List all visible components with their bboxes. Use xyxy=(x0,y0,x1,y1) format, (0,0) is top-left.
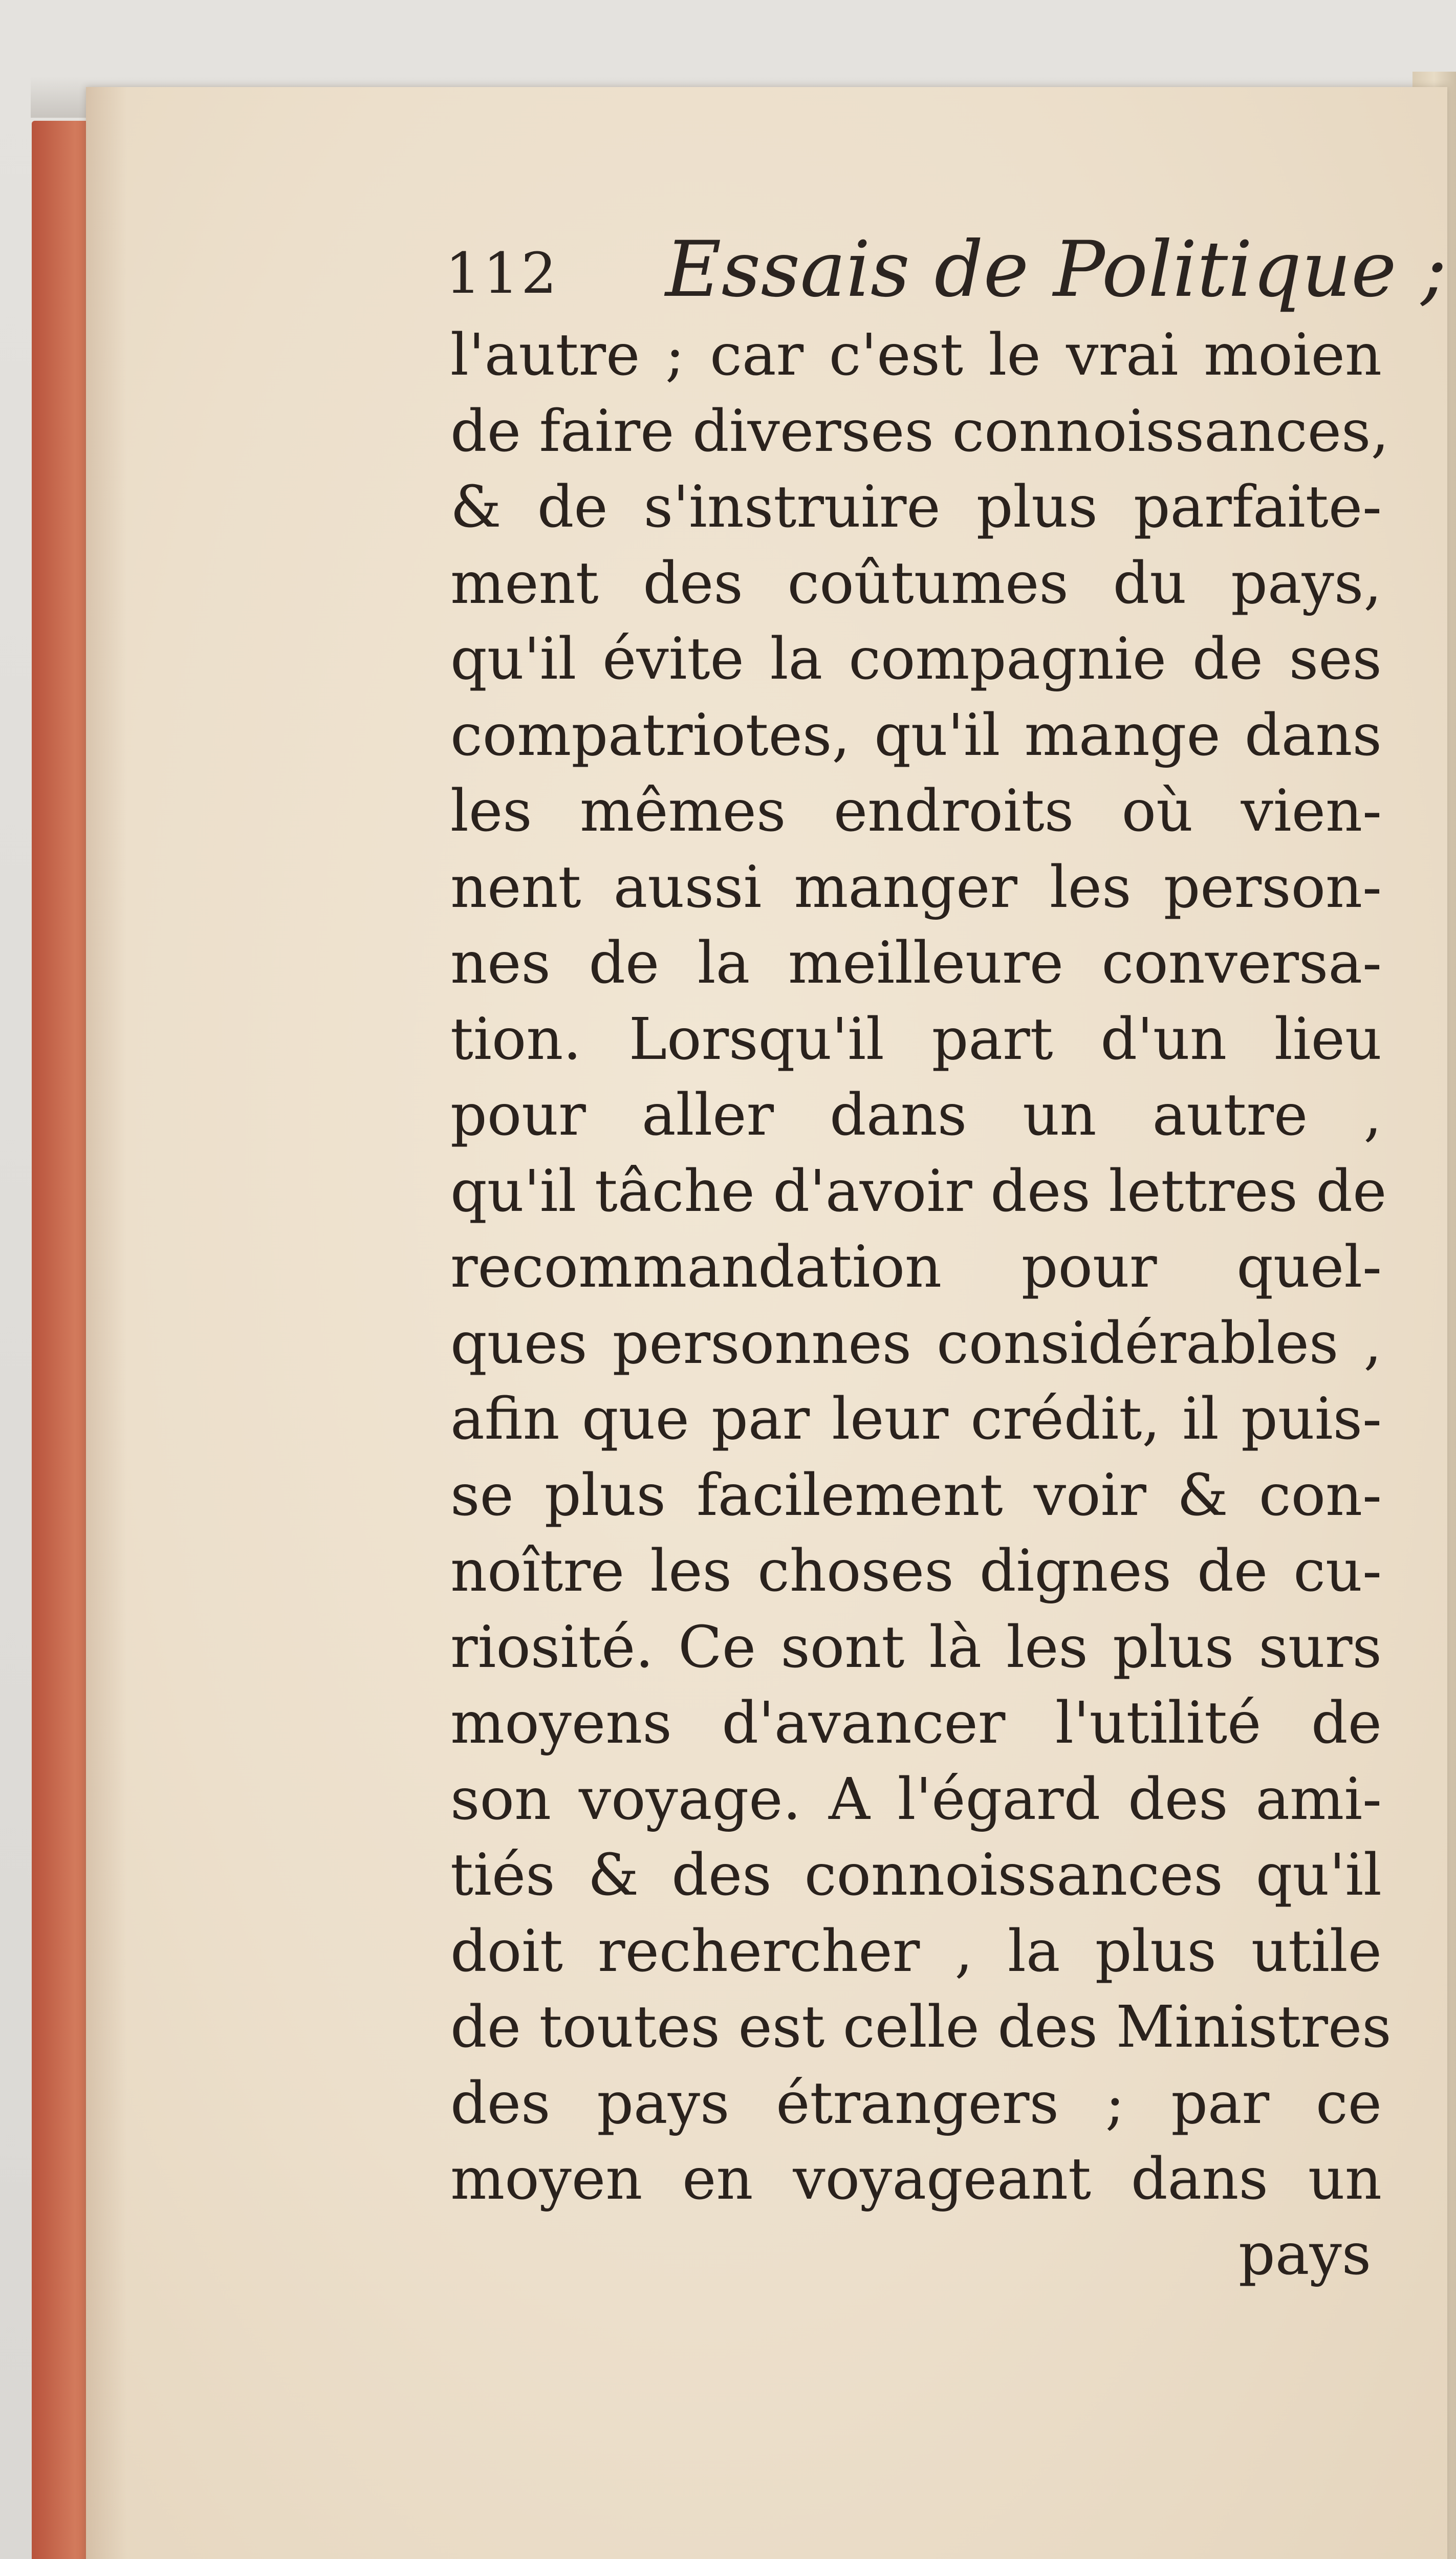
text-line: noître les choses dignes de cu- xyxy=(450,1538,1382,1604)
text-line: nent aussi manger les person- xyxy=(450,854,1382,921)
body-text xyxy=(450,317,1392,2218)
text-line: qu'il évite la compagnie de ses xyxy=(450,626,1382,692)
text-line: ment des coûtumes du pays, xyxy=(450,550,1382,617)
running-title: Essais de Politique ; xyxy=(665,225,1447,314)
text-line: l'autre ; car c'est le vrai moien xyxy=(450,322,1382,388)
text-line: pour aller dans un autre , xyxy=(450,1082,1382,1148)
text-line: afin que par leur crédit, il puis- xyxy=(450,1386,1382,1452)
text-line: se plus facilement voir & con- xyxy=(450,1462,1382,1529)
text-line: moyens d'avancer l'utilité de xyxy=(450,1690,1382,1756)
text-line: des pays étrangers ; par ce xyxy=(450,2070,1382,2137)
text-line: moyen en voyageant dans un xyxy=(450,2146,1382,2213)
page-gutter-shade xyxy=(86,87,127,2559)
text-line: compatriotes, qu'il mange dans xyxy=(450,702,1382,769)
text-line: les mêmes endroits où vien- xyxy=(450,778,1382,844)
text-line: & de s'instruire plus parfaite- xyxy=(450,474,1382,540)
text-line: tion. Lorsqu'il part d'un lieu xyxy=(450,1006,1382,1073)
page-number: 112 xyxy=(445,241,559,306)
text-line: riosité. Ce sont là les plus surs xyxy=(450,1614,1382,1681)
text-line: qu'il tâche d'avoir des lettres de xyxy=(450,1158,1387,1225)
running-header xyxy=(445,225,1447,317)
text-line: de faire diverses connoissances, xyxy=(450,398,1389,465)
catchword: pays xyxy=(1238,2221,1372,2288)
text-line: tiés & des connoissances qu'il xyxy=(450,1842,1382,1909)
text-line: nes de la meilleure conversa- xyxy=(450,930,1382,996)
text-line: ques personnes considérables , xyxy=(450,1310,1382,1377)
text-line: recommandation pour quel- xyxy=(450,1234,1382,1300)
text-line: son voyage. A l'égard des ami- xyxy=(450,1766,1382,1833)
text-line: doit rechercher , la plus utile xyxy=(450,1918,1382,1985)
text-line: de toutes est celle des Ministres xyxy=(450,1994,1392,2061)
